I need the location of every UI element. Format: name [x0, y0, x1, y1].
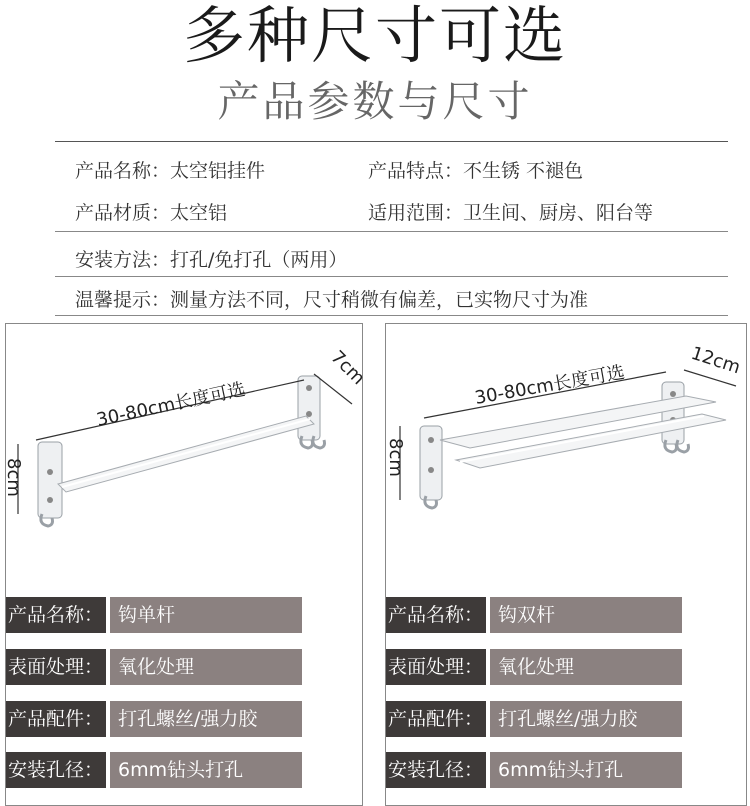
spec-row [386, 597, 682, 633]
product-panel-double [385, 323, 747, 806]
spec-row-value: 氧化处理 [110, 649, 302, 685]
spec-row-label: 表面处理： [386, 649, 486, 685]
divider [55, 276, 728, 277]
single-bar-diagram [3, 324, 369, 624]
spec-row-value: 钩双杆 [490, 597, 682, 633]
product-panel-single [3, 323, 369, 806]
spec-row-label: 产品配件： [6, 701, 106, 737]
left-bracket [38, 442, 62, 518]
spec-row-label: 安装孔径： [6, 752, 106, 788]
depth-label: 7cm [326, 346, 369, 390]
spec-row [6, 701, 302, 737]
page-subtitle: 产品参数与尺寸 [217, 77, 533, 126]
spec-install: 安装方法：打孔/免打孔（两用） [75, 249, 348, 271]
spec-row [386, 701, 682, 737]
spec-row-value: 钩单杆 [110, 597, 302, 633]
spec-row [386, 649, 682, 685]
spec-row-value: 6mm钻头打孔 [110, 752, 302, 788]
spec-row-label: 产品名称： [386, 597, 486, 633]
height-label: 8cm [3, 458, 24, 497]
double-bar-diagram [386, 324, 746, 624]
spec-row-label: 产品配件： [386, 701, 486, 737]
spec-row-label: 表面处理： [6, 649, 106, 685]
divider [55, 231, 728, 232]
spec-name: 产品名称：太空铝挂件 [75, 160, 266, 182]
page-title: 多种尺寸可选 [182, 0, 567, 72]
spec-tip: 温馨提示：测量方法不同，尺寸稍微有偏差，已实物尺寸为准 [75, 289, 589, 311]
spec-row-value: 打孔螺丝/强力胶 [490, 701, 682, 737]
spec-row [6, 597, 302, 633]
spec-row-label: 安装孔径： [386, 752, 486, 788]
spec-row [386, 752, 682, 788]
spec-row [6, 649, 302, 685]
spec-row-label: 产品名称： [6, 597, 106, 633]
spec-row-value: 6mm钻头打孔 [490, 752, 682, 788]
spec-row [6, 752, 302, 788]
spec-material: 产品材质：太空铝 [75, 202, 228, 224]
divider [55, 141, 728, 142]
spec-row-value: 打孔螺丝/强力胶 [110, 701, 302, 737]
divider [55, 315, 728, 316]
height-label: 8cm [385, 438, 406, 477]
spec-feature: 产品特点：不生锈 不褪色 [368, 160, 584, 182]
spec-scope: 适用范围：卫生间、厨房、阳台等 [368, 202, 654, 224]
spec-row-value: 氧化处理 [490, 649, 682, 685]
length-label: 30-80cm长度可选 [94, 378, 248, 431]
depth-label: 12cm [688, 342, 743, 379]
length-label: 30-80cm长度可选 [473, 361, 627, 409]
